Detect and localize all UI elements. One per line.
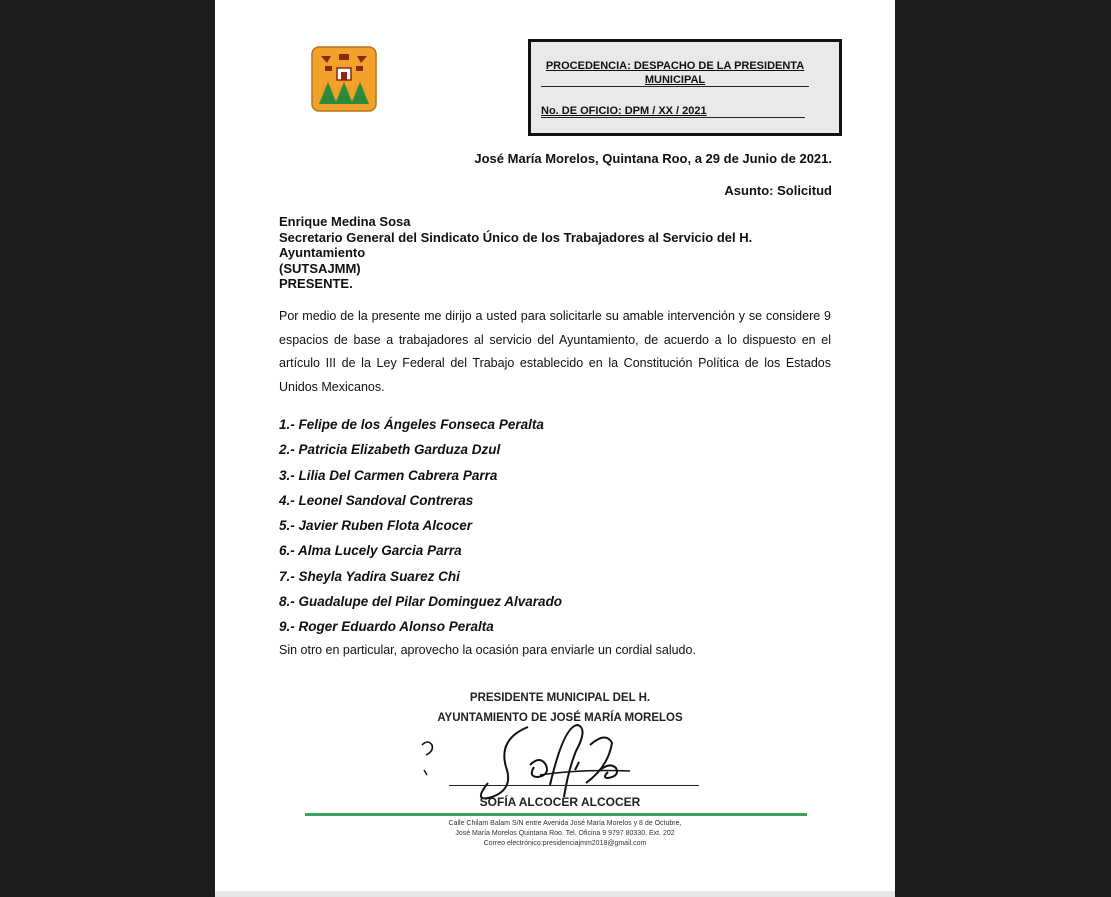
- origin-underline: [541, 86, 809, 87]
- list-item: 2.- Patricia Elizabeth Garduza Dzul: [279, 442, 501, 458]
- list-item: 9.- Roger Eduardo Alonso Peralta: [279, 619, 494, 635]
- recipient-acronym: (SUTSAJMM): [279, 260, 361, 276]
- document-page: [215, 0, 895, 891]
- footer-line3: Correo electrónico:presidenciajmm2018@gmail.com: [483, 840, 647, 847]
- letter-body: Por medio de la presente me dirijo a usted para solicitarle su amable intervención y se considere 9 espacios de base a trabajadores al servicio del Ayuntamiento, de acuerdo a lo dispuesto en el artículo III de la Ley Federal del Trabajo establecido en la Constitución Política de los Estados Unidos Mexicanos.: [279, 309, 831, 394]
- subject-line: Asunto: Solicitud: [724, 183, 832, 198]
- list-item: 3.- Lilia Del Carmen Cabrera Parra: [279, 467, 498, 483]
- document-number-underline: [541, 117, 805, 118]
- salutation: PRESENTE.: [279, 276, 353, 292]
- signatory-title-line2: AYUNTAMIENTO DE JOSÉ MARÍA MORELOS: [437, 712, 683, 724]
- list-item: 7.- Sheyla Yadira Suarez Chi: [279, 568, 460, 584]
- list-item: 6.- Alma Lucely Garcia Parra: [279, 543, 462, 559]
- list-item: 5.- Javier Ruben Flota Alcocer: [279, 518, 473, 534]
- signatory-name: SOFÍA ALCOCER ALCOCER: [479, 795, 641, 809]
- recipient-title: Secretario General del Sindicato Único de los Trabajadores al Servicio del H. Ayuntamiento: [279, 229, 753, 261]
- footer-address: [305, 819, 825, 849]
- handwritten-signature-icon: [400, 715, 700, 805]
- signature-line: [449, 785, 699, 786]
- footer-line1: Calle Chilam Balam S/N entre Avenida José María Morelos y 8 de Octubre,: [448, 820, 682, 827]
- document-number: No. DE OFICIO: DPM / XX / 2021: [541, 105, 707, 117]
- origin-label: PROCEDENCIA: DESPACHO DE LA PRESIDENTA MUNICIPAL: [545, 60, 805, 86]
- municipal-logo-icon: [311, 46, 377, 112]
- place-and-date: José María Morelos, Quintana Roo, a 29 de Junio de 2021.: [474, 151, 832, 166]
- recipient-block: [279, 214, 839, 292]
- footer-line2: José María Morelos Quintana Roo. Tel. Oficina 9 9797 80330. Ext. 202: [455, 830, 675, 837]
- footer-divider: [305, 813, 807, 816]
- closing-line: Sin otro en particular, aprovecho la ocasión para enviarle un cordial saludo.: [279, 643, 696, 657]
- list-item: 8.- Guadalupe del Pilar Dominguez Alvarado: [279, 594, 563, 610]
- reference-box: [528, 39, 842, 136]
- recipient-name: Enrique Medina Sosa: [279, 214, 411, 229]
- list-item: 4.- Leonel Sandoval Contreras: [279, 492, 474, 508]
- worker-list: [279, 412, 562, 640]
- list-item: 1.- Felipe de los Ángeles Fonseca Peralta: [279, 417, 544, 432]
- signatory-title-line1: PRESIDENTE MUNICIPAL DEL H.: [469, 692, 651, 704]
- page-edge: [215, 891, 895, 897]
